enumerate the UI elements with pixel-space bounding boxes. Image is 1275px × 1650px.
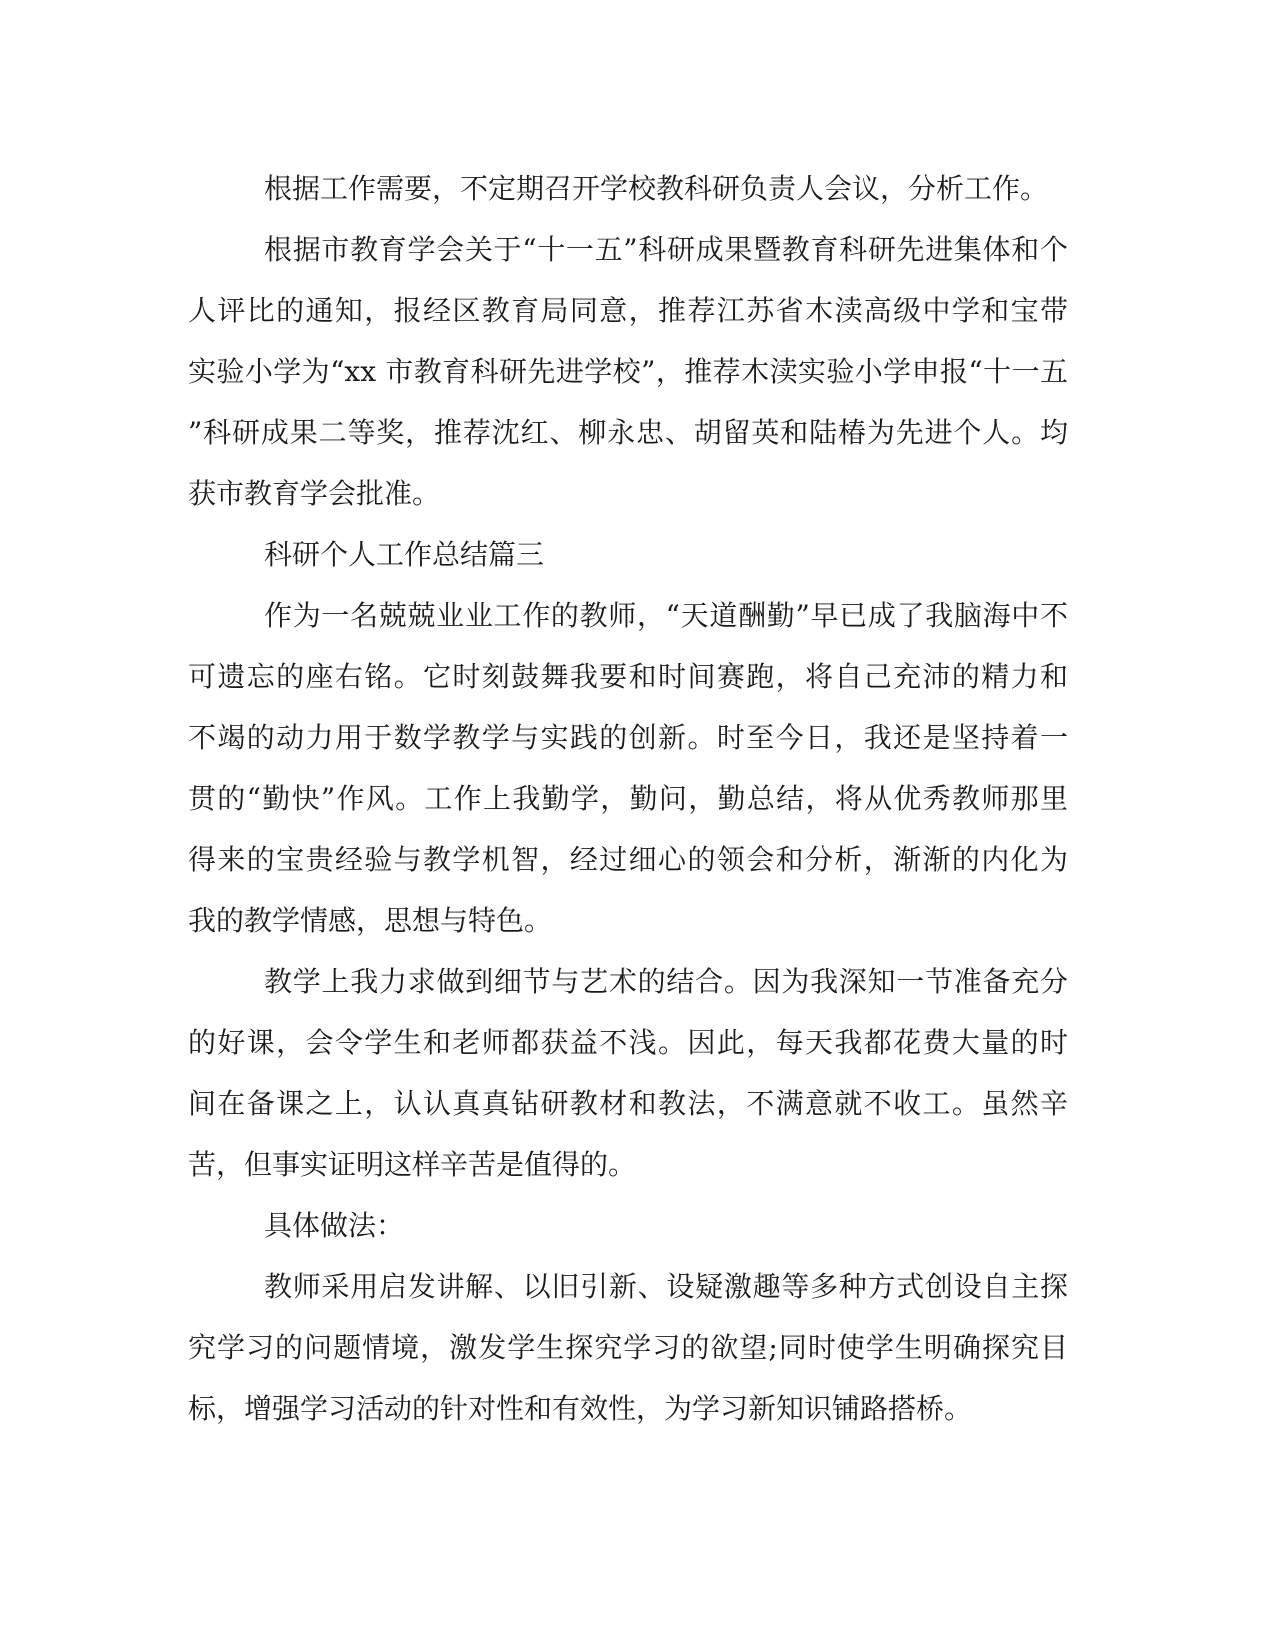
paragraph-line: 获市教育学会批准。	[188, 477, 441, 510]
paragraph-line: 间在备课之上，认认真真钻研教材和教法，不满意就不收工。虽然辛	[188, 1087, 1068, 1120]
paragraph-line: 可遗忘的座右铭。它时刻鼓舞我要和时间赛跑，将自己充沛的精力和	[188, 660, 1068, 693]
paragraph-line: 的好课，会令学生和老师都获益不浅。因此，每天我都花费大量的时	[188, 1026, 1068, 1059]
paragraph-line: 根据市教育学会关于“十一五”科研成果暨教育科研先进集体和个	[264, 233, 1068, 266]
paragraph-line: 根据工作需要，不定期召开学校教科研负责人会议，分析工作。	[264, 172, 1049, 205]
paragraph-line: 作为一名兢兢业业工作的教师，“天道酬勤”早已成了我脑海中不	[264, 599, 1068, 632]
document-body	[188, 158, 1068, 1439]
paragraph-line: 贯的“勤快”作风。工作上我勤学，勤问，勤总结，将从优秀教师那里	[188, 782, 1068, 815]
paragraph-line: 具体做法：	[264, 1209, 405, 1242]
paragraph-line: 人评比的通知，报经区教育局同意，推荐江苏省木渎高级中学和宝带	[188, 294, 1068, 327]
paragraph-line: 我的教学情感，思想与特色。	[188, 904, 553, 937]
paragraph-line: 不竭的动力用于数学教学与实践的创新。时至今日，我还是坚持着一	[188, 721, 1068, 754]
paragraph-line: 实验小学为“xx 市教育科研先进学校”，推荐木渎实验小学申报“十一五	[188, 355, 1068, 388]
paragraph-line: 教师采用启发讲解、以旧引新、设疑激趣等多种方式创设自主探	[264, 1270, 1068, 1303]
section-heading: 科研个人工作总结篇三	[264, 538, 545, 571]
paragraph-line: 教学上我力求做到细节与艺术的结合。因为我深知一节准备充分	[264, 965, 1068, 998]
paragraph-line: 苦，但事实证明这样辛苦是值得的。	[188, 1148, 637, 1181]
paragraph-line: 究学习的问题情境，激发学生探究学习的欲望;同时使学生明确探究目	[188, 1331, 1068, 1364]
paragraph-line: ”科研成果二等奖，推荐沈红、柳永忠、胡留英和陆椿为先进个人。均	[188, 416, 1068, 449]
paragraph-line: 标，增强学习活动的针对性和有效性，为学习新知识铺路搭桥。	[188, 1392, 973, 1425]
paragraph-line: 得来的宝贵经验与教学机智，经过细心的领会和分析，渐渐的内化为	[188, 843, 1068, 876]
